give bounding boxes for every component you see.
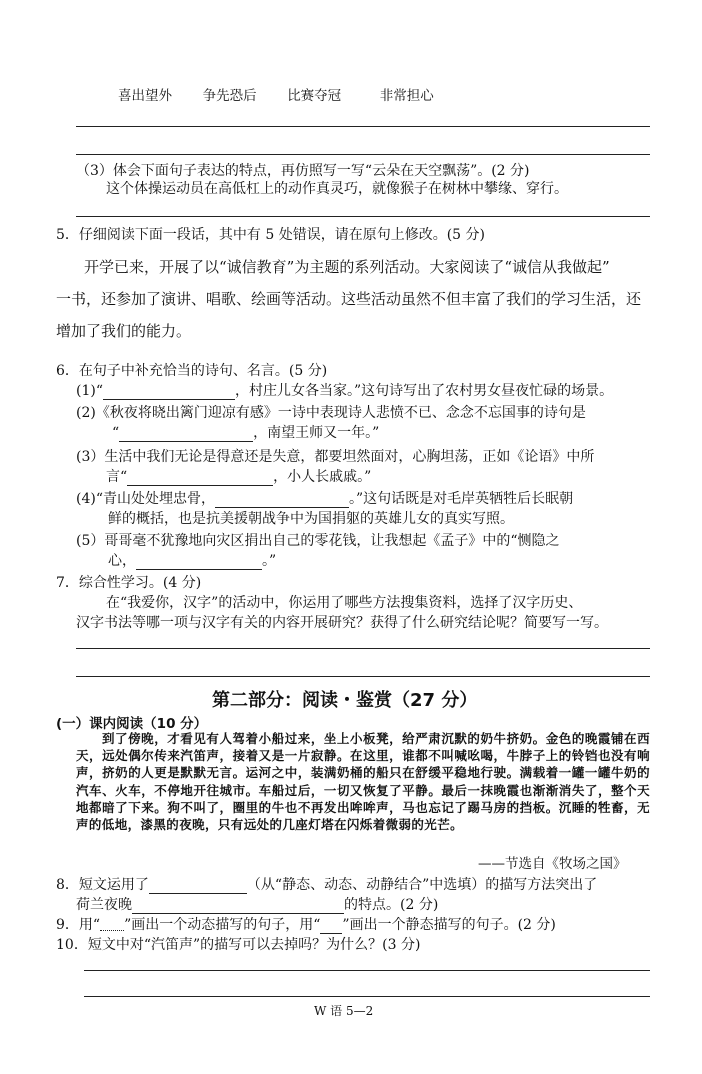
q8-line-2: 荷兰夜晚 的特点。(2 分) (76, 897, 439, 913)
q5-line-2: 一书，还参加了演讲、唱歌、绘画等活动。这些活动虽然不但丰富了我们的学习生活，还 (56, 290, 642, 308)
q4-word-3: 比赛夺冠 (287, 88, 342, 104)
q9-prompt: 9．用“ ”画出一个动态描写的句子，用“ ”画出一个静态描写的句子。(2 分) (56, 917, 556, 933)
q6-item-4b: 鲜的概括，也是抗美援朝战争中为国捐躯的英雄儿女的真实写照。 (108, 511, 514, 527)
answer-line (76, 154, 650, 155)
q4-word-4: 非常担心 (379, 88, 434, 104)
answer-line (76, 216, 650, 217)
q4-3-prompt: （3）体会下面句子表达的特点，再仿照写一写“云朵在天空飘荡”。(2 分) (76, 163, 530, 179)
q6-item-4a: (4)“青山处处埋忠骨， 。”这句话既是对毛岸英牺牲后长眠朝 (76, 491, 574, 507)
fill-blank[interactable] (132, 898, 344, 914)
q6-prompt: 6．在句子中补充恰当的诗句、名言。(5 分) (56, 363, 328, 379)
q6-item-1: (1)“ ，村庄儿女各当家。”这句诗写出了农村男女昼夜忙碌的场景。 (76, 383, 614, 399)
q7-prompt: 7．综合性学习。(4 分) (56, 575, 202, 591)
passage-text: 到了傍晚，才看见有人驾着小船过来，坐上小板凳，给严肃沉默的奶牛挤奶。金色的晚霞铺在西天，远处偶尔传来汽笛声，接着又是一片寂静。在这里，谁都不叫喊吆喝，牛脖子上的铃铛也没有响声，挤奶的人更是默默无言。运河之中，装满奶桶的船只在舒缓平稳地行驶。满载着一罐一罐牛奶的汽车、火车，不停地开往城市。车船过后，一切又恢复了平静。最后一抹晚霞也渐渐消失了，整个天地都暗了下来。狗不叫了，圈里的牛也不再发出哞哞声，马也忘记了踢马房的挡板。沉睡的牲畜，无声的低地，漆黑的夜晚，只有远处的几座灯塔在闪烁着微弱的光芒。 (76, 731, 650, 833)
q5-prompt: 5．仔细阅读下面一段话，其中有 5 处错误，请在原句上修改。(5 分) (56, 227, 485, 243)
q6-item-3b: 言“ ，小人长戚戚。” (106, 469, 372, 485)
q4-word-2: 争先恐后 (202, 88, 257, 104)
reading-passage (76, 730, 650, 833)
q10-prompt: 10．短文中对“汽笛声”的描写可以去掉吗？为什么？(3 分) (56, 937, 421, 953)
answer-line (76, 676, 650, 677)
reading1-heading: (一）课内阅读（10 分） (56, 716, 208, 732)
fill-blank[interactable] (136, 554, 262, 570)
answer-line (84, 970, 650, 971)
answer-line (84, 996, 650, 997)
q6-item-2a: (2)《秋夜将晓出篱门迎凉有感》一诗中表现诗人悲愤不已、念念不忘国事的诗句是 (76, 405, 586, 421)
q6-item-2b: “ ，南望王师又一年。” (112, 425, 380, 441)
q4-word-list (118, 84, 434, 104)
q4-3-example: 这个体操运动员在高低杠上的动作真灵巧，就像猴子在树林中攀缘、穿行。 (106, 181, 568, 197)
answer-line (76, 126, 650, 127)
fill-blank[interactable] (149, 878, 247, 894)
answer-line (76, 648, 650, 649)
part2-title: 第二部分：阅读・鉴赏（27 分） (212, 690, 478, 711)
fill-blank[interactable] (215, 492, 349, 508)
page-footer: W 语 5—2 (314, 1004, 374, 1018)
q8-line-1: 8．短文运用了 （从“静态、动态、动静结合”中选填）的描写方法突出了 (56, 877, 598, 893)
q6-item-3a: (3）生活中我们无论是得意还是失意，都要坦然面对，心胸坦荡，正如《论语》中所 (76, 449, 595, 465)
fill-blank[interactable] (103, 384, 235, 400)
passage-source: ——节选自《牧场之国》 (478, 856, 627, 872)
wavy-underline-mark (100, 920, 124, 931)
q6-item-5b: 心， 。” (108, 553, 277, 569)
q7-line-2: 汉字书法等哪一项与汉字有关的内容开展研究？获得了什么研究结论呢？简要写一写。 (76, 615, 608, 631)
straight-underline-mark (320, 918, 342, 934)
q4-word-1: 喜出望外 (118, 88, 172, 104)
q6-item-5a: (5）哥哥毫不犹豫地向灾区捐出自己的零花钱，让我想起《孟子》中的“恻隐之 (76, 533, 560, 549)
fill-blank[interactable] (119, 426, 253, 442)
q5-line-3: 增加了我们的能力。 (56, 322, 192, 340)
q5-line-1: 开学已来，开展了以“诚信教育”为主题的系列活动。大家阅读了“诚信从我做起” (84, 258, 610, 276)
fill-blank[interactable] (127, 470, 273, 486)
q7-line-1: 在“我爱你，汉字”的活动中，你运用了哪些方法搜集资料，选择了汉字历史、 (106, 595, 583, 611)
